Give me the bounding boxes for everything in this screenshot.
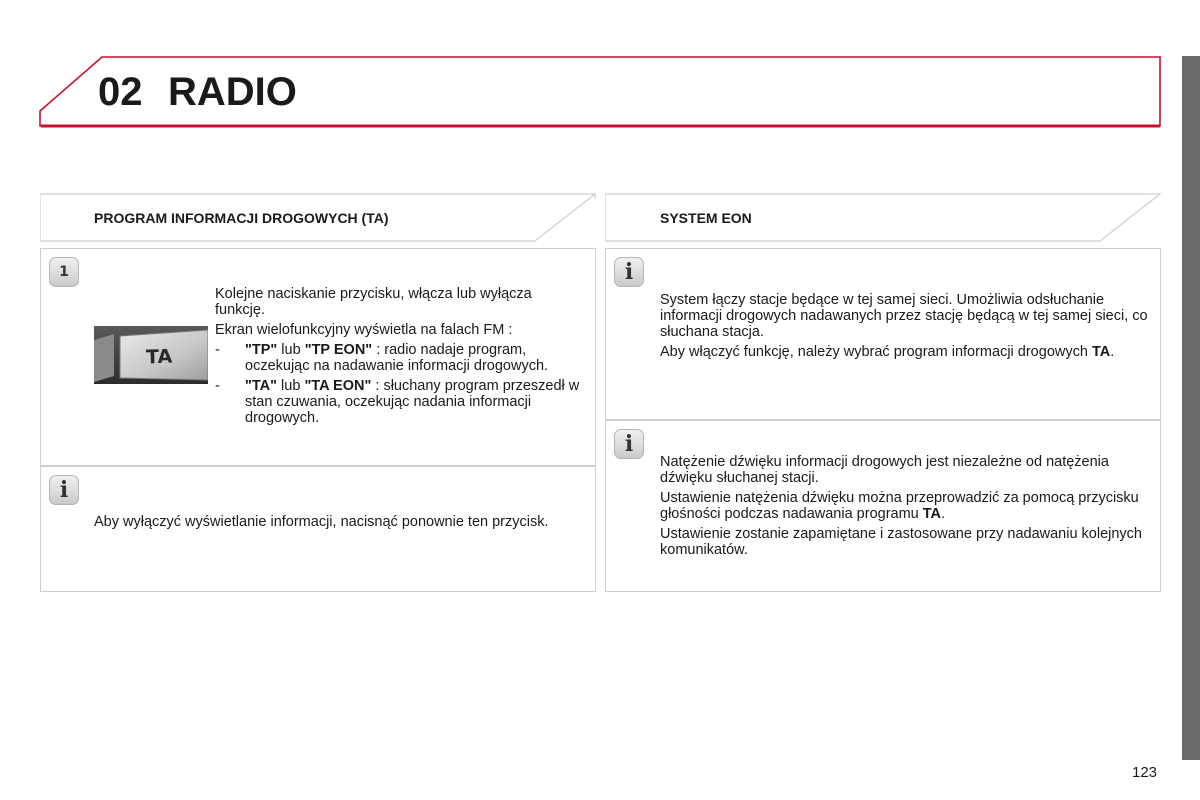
bullet-tp-eon-code: "TP EON" bbox=[304, 342, 373, 358]
bullet-ta-or: lub bbox=[277, 378, 305, 394]
volume-memory: Ustawienie zostanie zapamiętane i zastosowane przy nadawaniu kolejnych komunikatów. bbox=[660, 526, 1142, 558]
bullet-ta-text: : słuchany program przeszedł w stan czuwania, oczekując nadania informacji drogowych. bbox=[245, 378, 580, 426]
bullet-tp-code: "TP" bbox=[245, 342, 278, 358]
bullet-ta-eon-code: "TA EON" bbox=[304, 378, 372, 394]
eon-info-text-2 bbox=[660, 454, 1150, 562]
bullet-tp-or: lub bbox=[277, 342, 305, 358]
info-icon: i bbox=[614, 257, 644, 287]
eon-info-text-1 bbox=[660, 292, 1150, 364]
eon-activation: Aby włączyć funkcję, należy wybrać program informacji drogowych TA. bbox=[660, 344, 1115, 360]
bullet-tp-text: : radio nadaje program, oczekując na nadawanie informacji drogowych. bbox=[245, 342, 549, 374]
ta-intro: Kolejne naciskanie przycisku, włącza lub wyłącza funkcję. bbox=[215, 286, 532, 318]
info-icon: i bbox=[49, 475, 79, 505]
chapter-title: RADIO bbox=[168, 70, 297, 114]
info-icon: i bbox=[614, 429, 644, 459]
bullet-tp bbox=[215, 342, 585, 374]
chapter-thumb-tab bbox=[1182, 56, 1200, 760]
bullet-dash: - bbox=[215, 378, 220, 394]
ta-button-image bbox=[94, 326, 208, 384]
section-header-eon bbox=[605, 193, 1161, 243]
ta-info-text: Aby wyłączyć wyświetlanie informacji, nacisnąć ponownie ten przycisk. bbox=[94, 514, 549, 530]
chapter-number: 02 bbox=[98, 70, 143, 114]
volume-adjustment: Ustawienie natężenia dźwięku można przeprowadzić za pomocą przycisku głośności podczas nadawania programu TA. bbox=[660, 490, 1139, 522]
step-number: 1 bbox=[59, 264, 69, 280]
section-title-eon: SYSTEM EON bbox=[660, 210, 752, 226]
page-number: 123 bbox=[1132, 764, 1158, 781]
ta-display-line: Ekran wielofunkcyjny wyświetla na falach FM : bbox=[215, 322, 513, 338]
eon-activation-ta: TA bbox=[1091, 344, 1111, 360]
section-header-ta bbox=[40, 193, 596, 243]
step-number-badge bbox=[49, 257, 79, 287]
volume-independence: Natężenie dźwięku informacji drogowych jest niezależne od natężenia dźwięku słuchanej stacji. bbox=[660, 454, 1109, 486]
ta-description bbox=[215, 286, 585, 426]
ta-button-label: TA bbox=[145, 345, 173, 369]
bullet-dash: - bbox=[215, 342, 220, 358]
bullet-ta bbox=[215, 378, 585, 426]
section-title-ta: PROGRAM INFORMACJI DROGOWYCH (TA) bbox=[94, 210, 389, 226]
eon-description: System łączy stacje będące w tej samej sieci. Umożliwia odsłuchanie informacji drogowych nadawanych przez stację będącą w tej samej sieci, co słuchana stacja. bbox=[660, 292, 1148, 340]
volume-adjustment-ta: TA bbox=[922, 506, 942, 522]
bullet-ta-code: "TA" bbox=[245, 378, 278, 394]
